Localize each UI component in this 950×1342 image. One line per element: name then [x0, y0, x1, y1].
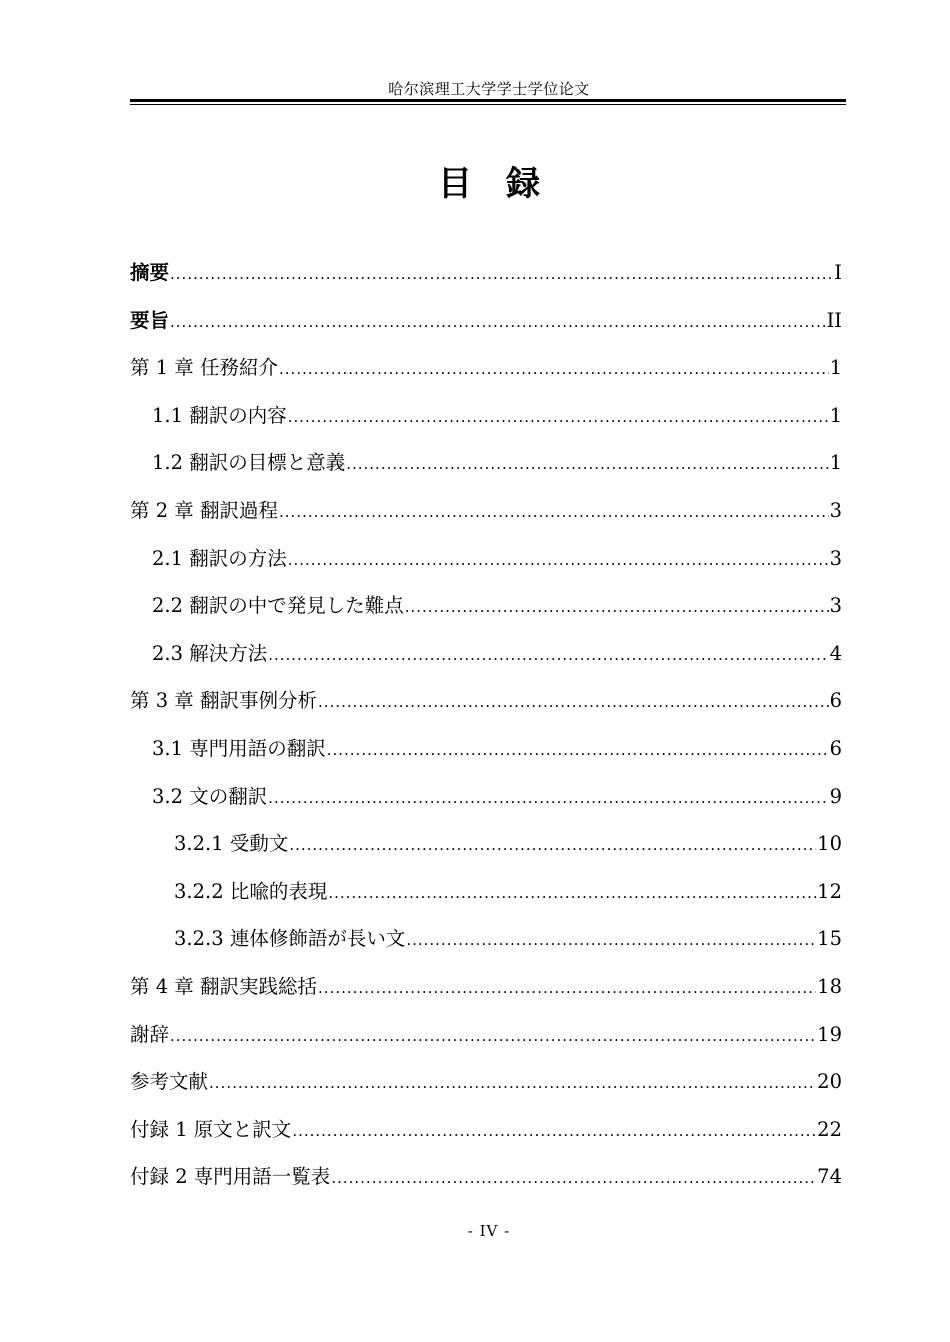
toc-entry[interactable]	[130, 922, 842, 970]
toc-entry-label: 第 3 章 翻訳事例分析	[130, 689, 318, 713]
toc-entry[interactable]	[130, 446, 842, 494]
toc-dot-leader	[292, 1114, 816, 1148]
header-rule-thick	[130, 99, 846, 102]
page-title: 目録	[438, 164, 574, 204]
toc-entry-label: 第 1 章 任務紹介	[130, 356, 279, 380]
toc-entry-label: 3.1 専門用語の翻訳	[152, 736, 326, 760]
toc-entry[interactable]	[130, 684, 842, 732]
toc-entry[interactable]	[130, 1065, 842, 1113]
toc-entry-label: 1.2 翻訳の目標と意義	[152, 451, 346, 475]
toc-entry-page: 12	[817, 879, 842, 903]
toc-entry-page: 4	[829, 641, 842, 665]
toc-entry[interactable]	[130, 780, 842, 828]
toc-entry-page: II	[826, 308, 842, 332]
toc-dot-leader	[331, 1161, 816, 1195]
toc-dot-leader	[209, 1066, 816, 1100]
running-header: 哈尔滨理工大学学士学位论文	[388, 80, 590, 98]
toc-entry-page: 3	[829, 498, 842, 522]
toc-entry[interactable]	[130, 399, 842, 447]
toc-entry-page: 15	[817, 927, 842, 951]
toc-entry-page: 10	[817, 832, 842, 856]
toc-entry-label: 3.2.1 受動文	[174, 832, 289, 856]
toc-entry-page: 9	[829, 784, 842, 808]
toc-dot-leader	[279, 495, 829, 529]
toc-entry-page: 74	[817, 1165, 842, 1189]
toc-entry-page: I	[834, 261, 842, 284]
toc-dot-leader	[170, 257, 833, 291]
toc-dot-leader	[268, 638, 828, 672]
toc-dot-leader	[288, 543, 829, 577]
toc-dot-leader	[318, 971, 816, 1005]
toc-entry-page: 1	[829, 451, 842, 475]
header-rule-thin	[130, 104, 846, 105]
toc-entry[interactable]	[130, 589, 842, 637]
toc-entry-label: 第 2 章 翻訳過程	[130, 498, 279, 522]
page-number: - IV -	[467, 1222, 511, 1240]
toc-entry-label: 1.1 翻訳の内容	[152, 403, 287, 427]
toc-entry[interactable]	[130, 1018, 842, 1066]
toc-entry[interactable]	[130, 732, 842, 780]
toc-dot-leader	[405, 590, 829, 624]
toc-entry[interactable]	[130, 304, 842, 352]
toc-entry[interactable]	[130, 970, 842, 1018]
toc-entry-page: 18	[817, 974, 842, 998]
toc-entry-page: 22	[817, 1117, 842, 1141]
toc-entry[interactable]	[130, 1113, 842, 1161]
toc-entry-page: 6	[829, 736, 842, 760]
toc-entry[interactable]	[130, 827, 842, 875]
toc-entry[interactable]	[130, 494, 842, 542]
toc-dot-leader	[318, 685, 829, 719]
toc-entry[interactable]	[130, 637, 842, 685]
toc-entry-page: 1	[829, 403, 842, 427]
toc-dot-leader	[327, 733, 829, 767]
toc-entry-page: 1	[829, 356, 842, 380]
toc-dot-leader	[279, 352, 829, 386]
toc-entry-label: 3.2.3 連体修飾語が長い文	[174, 927, 406, 951]
toc-entry-page: 6	[829, 689, 842, 713]
toc-entry-page: 3	[829, 594, 842, 618]
toc-entry[interactable]	[130, 351, 842, 399]
toc-entry-page: 3	[829, 546, 842, 570]
toc-dot-leader	[170, 1019, 816, 1053]
toc-entry-label: 3.2 文の翻訳	[152, 784, 268, 808]
toc-entry-label: 謝辞	[130, 1022, 170, 1046]
toc-dot-leader	[406, 923, 816, 957]
toc-entry-page: 20	[817, 1070, 842, 1094]
toc-entry-label: 2.2 翻訳の中で発見した難点	[152, 594, 404, 618]
toc-entry-label: 3.2.2 比喩的表現	[174, 879, 328, 903]
toc-dot-leader	[170, 305, 826, 339]
toc-dot-leader	[289, 828, 816, 862]
toc-entry-label: 付録 1 原文と訳文	[130, 1117, 292, 1141]
toc-entry[interactable]	[130, 875, 842, 923]
toc-entry[interactable]	[130, 542, 842, 590]
toc-entry-label: 要旨	[130, 308, 170, 332]
toc-entry-label: 付録 2 専門用語一覧表	[130, 1165, 331, 1189]
toc-dot-leader	[328, 876, 816, 910]
toc-entry-label: 2.3 解決方法	[152, 641, 268, 665]
toc-entry-label: 2.1 翻訳の方法	[152, 546, 287, 570]
table-of-contents	[130, 256, 842, 1208]
toc-entry-page: 19	[817, 1022, 842, 1046]
toc-entry-label: 第 4 章 翻訳実践総括	[130, 974, 318, 998]
toc-entry-label: 摘要	[130, 261, 170, 284]
toc-dot-leader	[268, 781, 828, 815]
toc-entry[interactable]	[130, 1160, 842, 1208]
toc-entry-label: 参考文献	[130, 1070, 209, 1094]
toc-dot-leader	[288, 400, 829, 434]
toc-entry[interactable]	[130, 256, 842, 304]
toc-dot-leader	[346, 447, 828, 481]
